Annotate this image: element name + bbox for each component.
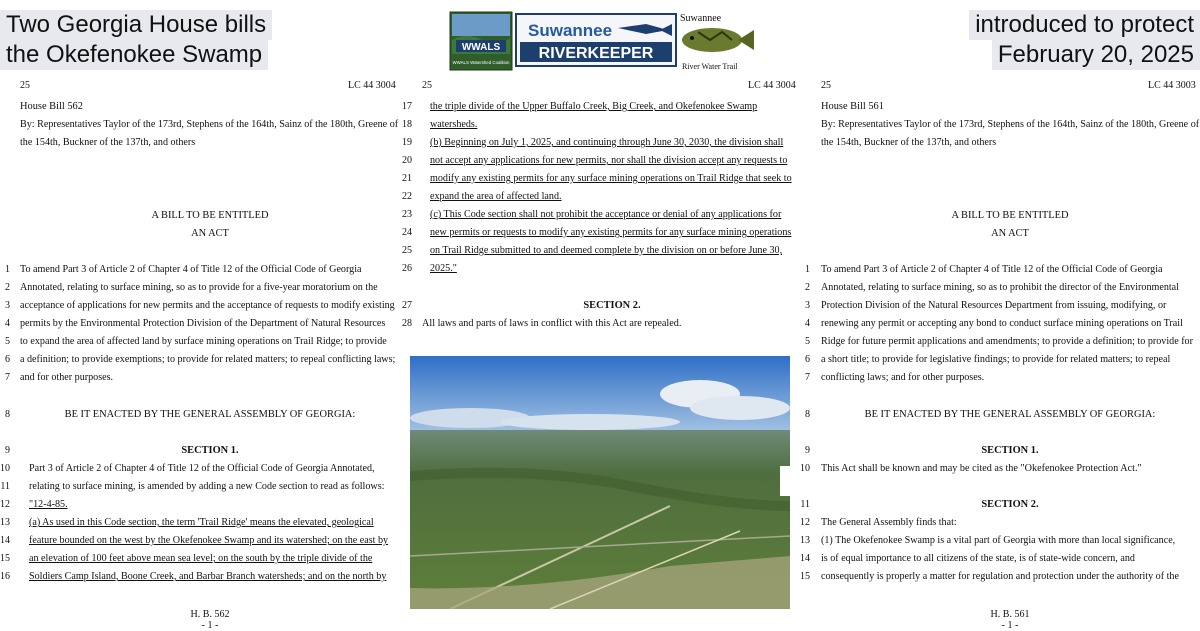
headline-right [969, 10, 1200, 70]
bill-text-line: a definition; to provide exemptions; to provide for related matters; to repeal conflicting laws; [20, 354, 396, 365]
page-number: 25 [422, 80, 432, 91]
wwals-logo [450, 12, 512, 70]
bill-text-line: Annotated, relating to surface mining, so as to prohibit the director of the Environmental [821, 282, 1179, 293]
bill-text-line: Protection Division of the Natural Resources Department from issuing, modifying, or [821, 300, 1167, 311]
line-number: 22 [402, 191, 412, 202]
bill-text-line: Annotated, relating to surface mining, so as to provide for a five-year moratorium on the [20, 282, 378, 293]
bill-text-line: (1) The Okefenokee Swamp is a vital part of Georgia with more than local significance, [821, 535, 1176, 546]
line-number: 19 [402, 137, 412, 148]
page-number: 25 [20, 80, 30, 91]
page-footer: H. B. 562 [190, 609, 230, 620]
line-number: 12 [0, 499, 10, 510]
repeal-clause: All laws and parts of laws in conflict with this Act are repealed. [422, 318, 682, 329]
headline-left-line1: Two Georgia House bills [0, 10, 272, 40]
act-heading: AN ACT [991, 228, 1029, 239]
bill-text-line: renewing any permit or accepting any bond to conduct surface mining operations on Trail [821, 318, 1183, 329]
page-footer-number: - 1 - [1001, 620, 1019, 631]
short-title-line: This Act shall be known and may be cited as the "Okefenokee Protection Act." [821, 463, 1142, 474]
line-number: 12 [800, 517, 810, 528]
water-trail-top: Suwannee [680, 13, 722, 24]
sponsors-line2: the 154th, Buckner of the 137th, and others [821, 137, 997, 148]
headline-left [0, 10, 272, 70]
line-number: 27 [402, 300, 412, 311]
line-number: 23 [402, 209, 412, 220]
bill-text-line: feature bounded on the west by the Okefenokee Swamp and its watershed; on the east by [29, 535, 389, 546]
line-number: 20 [402, 155, 412, 166]
line-number: 18 [402, 119, 412, 130]
bill-text-line: watersheds. [430, 119, 478, 130]
line-number: 2 [805, 282, 810, 293]
section-heading: SECTION 2. [981, 499, 1039, 510]
bill-heading: A BILL TO BE ENTITLED [151, 210, 269, 221]
lc-number: LC 44 3004 [748, 80, 796, 91]
line-number: 14 [0, 535, 10, 546]
bill-text-line: Part 3 of Article 2 of Chapter 4 of Title 12 of the Official Code of Georgia Annotated, [29, 463, 375, 474]
line-number: 4 [5, 318, 10, 329]
bill-text-line: 2025." [430, 263, 457, 274]
line-number: 7 [5, 372, 10, 383]
lc-number: LC 44 3003 [1148, 80, 1196, 91]
line-number: 28 [402, 318, 412, 329]
section-heading: SECTION 1. [981, 445, 1039, 456]
line-number: 15 [800, 571, 810, 582]
line-number: 8 [805, 409, 810, 420]
page-footer-number: - 1 - [201, 620, 219, 631]
line-number: 9 [805, 445, 810, 456]
bill-title: House Bill 562 [20, 101, 83, 112]
lc-number: LC 44 3004 [348, 80, 396, 91]
bill-heading: A BILL TO BE ENTITLED [951, 210, 1069, 221]
line-number: 10 [0, 463, 10, 474]
bill-text-line: consequently is properly a matter for regulation and protection under the authority of the [821, 571, 1179, 582]
logo-strip [448, 10, 758, 72]
page-footer: H. B. 561 [990, 609, 1030, 620]
bill-text-line: (c) This Code section shall not prohibit the acceptance or denial of any applications for [430, 209, 782, 220]
line-number: 11 [800, 499, 810, 510]
line-number: 24 [402, 227, 412, 238]
sponsors-line1: By: Representatives Taylor of the 173rd, Stephens of the 164th, Sainz of the 180th, Greene of [20, 119, 399, 130]
section-heading: SECTION 1. [181, 445, 239, 456]
riverkeeper-bottom: RIVERKEEPER [538, 45, 654, 62]
bill-text-line: expand the area of affected land. [430, 191, 562, 202]
bill-text-line: Ridge for future permit applications and amendments; to provide a definition; to provide for [821, 336, 1193, 347]
line-number: 9 [5, 445, 10, 456]
bill-text-line: To amend Part 3 of Article 2 of Chapter 4 of Title 12 of the Official Code of Georgia [821, 264, 1163, 275]
water-trail-bottom: River Water Trail [682, 62, 738, 71]
bill-text-line: (b) Beginning on July 1, 2025, and continuing through June 30, 2030, the division shall [430, 137, 784, 148]
bill-text-line: an elevation of 100 feet above mean sea level; on the south by the triple divide of the [29, 553, 373, 564]
enacting-clause: BE IT ENACTED BY THE GENERAL ASSEMBLY OF GEORGIA: [864, 409, 1156, 420]
headline-right-line2: February 20, 2025 [992, 40, 1200, 70]
bill-text-line: to expand the area of affected land by surface mining operations on Trail Ridge; to provide [20, 336, 387, 347]
line-number: 8 [5, 409, 10, 420]
line-number: 3 [5, 300, 10, 311]
bill-text-line: the triple divide of the Upper Buffalo Creek, Big Creek, and Okefenokee Swamp [430, 101, 758, 112]
line-number: 14 [800, 553, 810, 564]
line-number: 17 [402, 101, 412, 112]
okefenokee-aerial-photo [410, 356, 790, 609]
line-number: 5 [5, 336, 10, 347]
logo-strip-graphic [448, 10, 758, 72]
wwals-caption: WWALS Watershed Coalition [452, 60, 510, 65]
line-number: 6 [805, 354, 810, 365]
line-number: 25 [402, 245, 412, 256]
enacting-clause: BE IT ENACTED BY THE GENERAL ASSEMBLY OF GEORGIA: [64, 409, 356, 420]
bill-text-line: modify any existing permits for any surface mining operations on Trail Ridge that seek to [430, 173, 792, 184]
line-number: 21 [402, 173, 412, 184]
page-number: 25 [821, 80, 831, 91]
sponsors-line2: the 154th, Buckner of the 137th, and others [20, 137, 196, 148]
bill-text-line: conflicting laws; and for other purposes. [821, 372, 985, 383]
bill-text-line: new permits or requests to modify any existing permits for any surface mining operations [430, 227, 792, 238]
bill-text-line: not accept any applications for new permits, nor shall the division accept any requests to [430, 155, 788, 166]
line-number: 4 [805, 318, 810, 329]
line-number: 16 [0, 571, 10, 582]
line-number: 5 [805, 336, 810, 347]
water-trail-logo [680, 13, 754, 71]
line-number: 10 [800, 463, 810, 474]
bill-text-line: is of equal importance to all citizens of the state, is of state-wide concern, and [821, 553, 1135, 564]
bill-text-line: acceptance of applications for new permits and the acceptance of requests to modify existing [20, 300, 395, 311]
bill-text-line: To amend Part 3 of Article 2 of Chapter 4 of Title 12 of the Official Code of Georgia [20, 264, 362, 275]
line-number: 26 [402, 263, 412, 274]
aerial-photo-graphic [410, 356, 790, 609]
bill-text-line: relating to surface mining, is amended by adding a new Code section to read as follows: [29, 481, 385, 492]
line-number: 11 [0, 481, 10, 492]
line-number: 3 [805, 300, 810, 311]
line-number: 13 [800, 535, 810, 546]
line-number: 7 [805, 372, 810, 383]
line-number: 2 [5, 282, 10, 293]
line-number: 1 [5, 264, 10, 275]
line-number: 6 [5, 354, 10, 365]
act-heading: AN ACT [191, 228, 229, 239]
bill-text-line: Soldiers Camp Island, Boone Creek, and Barbar Branch watersheds; and on the north by [29, 571, 387, 582]
bill-text-line: (a) As used in this Code section, the term 'Trail Ridge' means the elevated, geological [29, 517, 374, 528]
bill-text-line: "12-4-85. [29, 499, 68, 510]
headline-right-line1: introduced to protect [969, 10, 1200, 40]
bill-text-line: and for other purposes. [20, 372, 114, 383]
sponsors-line1: By: Representatives Taylor of the 173rd, Stephens of the 164th, Sainz of the 180th, Greene of [821, 119, 1200, 130]
line-number: 15 [0, 553, 10, 564]
line-number: 1 [805, 264, 810, 275]
wwals-text: WWALS [461, 42, 501, 53]
headline-left-line2: the Okefenokee Swamp [0, 40, 268, 70]
line-number: 13 [0, 517, 10, 528]
section-heading: SECTION 2. [583, 300, 641, 311]
bill-text-line: permits by the Environmental Protection Division of the Department of Natural Resources [20, 318, 386, 329]
bill-text-line: The General Assembly finds that: [821, 517, 957, 528]
bill-title: House Bill 561 [821, 101, 884, 112]
riverkeeper-top: Suwannee [528, 21, 613, 40]
riverkeeper-logo [516, 14, 676, 66]
bill-text-line: a short title; to provide for legislative findings; to provide for related matters; to repeal [821, 354, 1171, 365]
bill-text-line: on Trail Ridge submitted to and deemed complete by the division on or before June 30, [430, 245, 783, 256]
